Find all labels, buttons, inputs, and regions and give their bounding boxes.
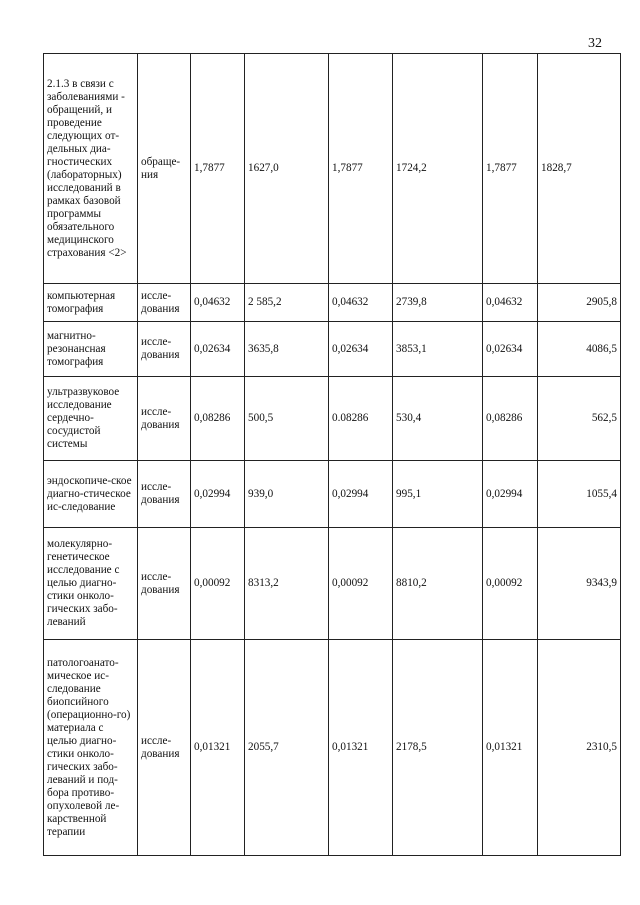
row-unit: иссле-дования bbox=[138, 322, 191, 377]
row-name: ультразвуковое исследование сердечно-сосудистой системы bbox=[44, 377, 138, 461]
cell-value: 9343,9 bbox=[538, 528, 621, 640]
cell-value: 0,01321 bbox=[329, 640, 393, 856]
cell-value: 0,02994 bbox=[191, 461, 245, 528]
row-unit: обраще-ния bbox=[138, 54, 191, 284]
cell-value: 2739,8 bbox=[393, 284, 483, 322]
table-row bbox=[44, 640, 621, 856]
row-name: эндоскопиче-ское диагно-стическое ис-следование bbox=[44, 461, 138, 528]
cell-value: 2905,8 bbox=[538, 284, 621, 322]
cell-value: 4086,5 bbox=[538, 322, 621, 377]
tariff-table bbox=[43, 53, 621, 856]
row-unit: иссле-дования bbox=[138, 528, 191, 640]
row-name: магнитно-резонансная томография bbox=[44, 322, 138, 377]
cell-value: 8810,2 bbox=[393, 528, 483, 640]
table-row bbox=[44, 322, 621, 377]
row-unit: иссле-дования bbox=[138, 377, 191, 461]
cell-value: 0,00092 bbox=[483, 528, 538, 640]
cell-value: 0,00092 bbox=[329, 528, 393, 640]
cell-value: 0,01321 bbox=[191, 640, 245, 856]
cell-value: 0,08286 bbox=[191, 377, 245, 461]
table-row bbox=[44, 461, 621, 528]
row-unit: иссле-дования bbox=[138, 461, 191, 528]
cell-value: 2055,7 bbox=[245, 640, 329, 856]
cell-value: 0,00092 bbox=[191, 528, 245, 640]
row-name: компьютерная томография bbox=[44, 284, 138, 322]
cell-value: 0,02634 bbox=[191, 322, 245, 377]
page-number: 32 bbox=[588, 36, 602, 51]
cell-value: 1828,7 bbox=[538, 54, 621, 284]
cell-value: 0.08286 bbox=[329, 377, 393, 461]
cell-value: 0,02994 bbox=[483, 461, 538, 528]
cell-value: 0,01321 bbox=[483, 640, 538, 856]
row-unit: иссле-дования bbox=[138, 284, 191, 322]
cell-value: 0,02634 bbox=[329, 322, 393, 377]
cell-value: 0,08286 bbox=[483, 377, 538, 461]
cell-value: 2310,5 bbox=[538, 640, 621, 856]
cell-value: 500,5 bbox=[245, 377, 329, 461]
cell-value: 1,7877 bbox=[191, 54, 245, 284]
row-name: 2.1.3 в связи с заболеваниями - обращений, и проведение следующих от-дельных диа-гностических (лабораторных) исследований в рамках базовой программы обязательного медицинского страхования <2> bbox=[44, 54, 138, 284]
cell-value: 0,02994 bbox=[329, 461, 393, 528]
cell-value: 0,02634 bbox=[483, 322, 538, 377]
cell-value: 0,04632 bbox=[191, 284, 245, 322]
table-row bbox=[44, 284, 621, 322]
cell-value: 1,7877 bbox=[329, 54, 393, 284]
cell-value: 8313,2 bbox=[245, 528, 329, 640]
cell-value: 0,04632 bbox=[483, 284, 538, 322]
row-name: патологоанато-мическое ис-следование биопсийного (операционно-го) материала с целью диагно-стики онколо-гических забо-леваний и под-бора противо-опухолевой ле-карственной терапии bbox=[44, 640, 138, 856]
cell-value: 0,04632 bbox=[329, 284, 393, 322]
cell-value: 1724,2 bbox=[393, 54, 483, 284]
cell-value: 3635,8 bbox=[245, 322, 329, 377]
cell-value: 2 585,2 bbox=[245, 284, 329, 322]
table-row bbox=[44, 377, 621, 461]
cell-value: 562,5 bbox=[538, 377, 621, 461]
table-row bbox=[44, 528, 621, 640]
table-row bbox=[44, 54, 621, 284]
row-name: молекулярно-генетическое исследование с целью диагно-стики онколо-гических забо-леваний bbox=[44, 528, 138, 640]
cell-value: 995,1 bbox=[393, 461, 483, 528]
cell-value: 2178,5 bbox=[393, 640, 483, 856]
cell-value: 1055,4 bbox=[538, 461, 621, 528]
cell-value: 1627,0 bbox=[245, 54, 329, 284]
cell-value: 530,4 bbox=[393, 377, 483, 461]
cell-value: 3853,1 bbox=[393, 322, 483, 377]
cell-value: 1,7877 bbox=[483, 54, 538, 284]
cell-value: 939,0 bbox=[245, 461, 329, 528]
row-unit: иссле-дования bbox=[138, 640, 191, 856]
